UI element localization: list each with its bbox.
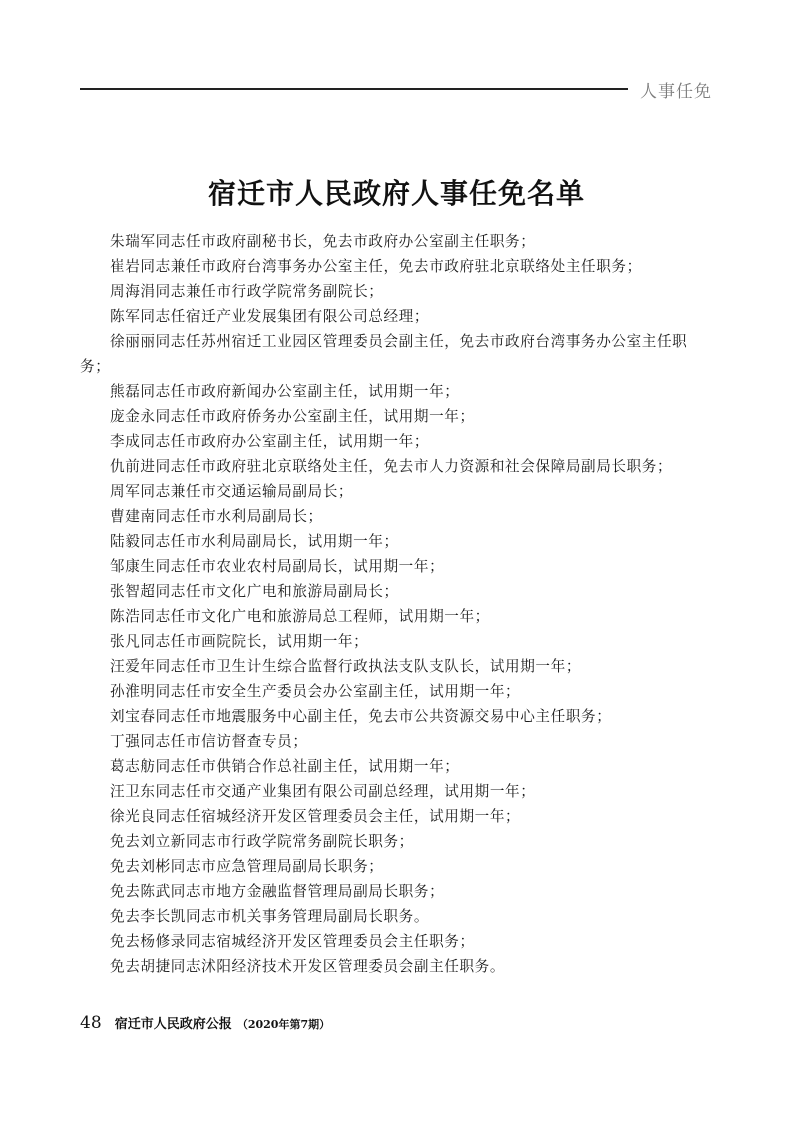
list-item: 免去刘立新同志市行政学院常务副院长职务； — [110, 833, 414, 850]
list-item: 孙淮明同志任市安全生产委员会办公室副主任，试用期一年； — [110, 683, 521, 700]
journal-name: 宿迁市人民政府公报 — [114, 1017, 232, 1032]
list-item: 周海涓同志兼任市行政学院常务副院长； — [110, 283, 384, 300]
list-item: 崔岩同志兼任市政府台湾事务办公室主任，免去市政府驻北京联络处主任职务； — [110, 258, 642, 275]
list-item: 丁强同志任市信访督查专员； — [110, 733, 308, 750]
list-item: 徐丽丽同志任苏州宿迁工业园区管理委员会副主任，免去市政府台湾事务办公室主任职务； — [80, 333, 688, 375]
list-item: 曹建南同志任市水利局副局长； — [110, 508, 323, 525]
list-item: 朱瑞军同志任市政府副秘书长，免去市政府办公室副主任职务； — [110, 233, 536, 250]
section-label: 人事任免 — [640, 82, 712, 102]
list-item: 李成同志任市政府办公室副主任，试用期一年； — [110, 433, 430, 450]
list-item: 免去陈武同志市地方金融监督管理局副局长职务； — [110, 883, 445, 900]
list-item: 仇前进同志任市政府驻北京联络处主任，免去市人力资源和社会保障局副局长职务； — [110, 458, 673, 475]
list-item: 庞金永同志任市政府侨务办公室副主任，试用期一年； — [110, 408, 475, 425]
list-item: 免去李长凯同志市机关事务管理局副局长职务。 — [110, 908, 430, 925]
list-item: 刘宝春同志任市地震服务中心副主任，免去市公共资源交易中心主任职务； — [110, 708, 612, 725]
list-item: 熊磊同志任市政府新闻办公室副主任，试用期一年； — [110, 383, 460, 400]
list-item: 葛志舫同志任市供销合作总社副主任，试用期一年； — [110, 758, 460, 775]
list-item: 陈浩同志任市文化广电和旅游局总工程师，试用期一年； — [110, 608, 490, 625]
list-item: 张凡同志任市画院院长，试用期一年； — [110, 633, 369, 650]
page-number: 48 — [80, 1013, 102, 1033]
list-item: 免去杨修录同志宿城经济开发区管理委员会主任职务； — [110, 933, 475, 950]
list-item: 陆毅同志任市水利局副局长，试用期一年； — [110, 533, 399, 550]
list-item: 邹康生同志任市农业农村局副局长，试用期一年； — [110, 558, 445, 575]
list-item: 周军同志兼任市交通运输局副局长； — [110, 483, 354, 500]
list-item: 免去刘彬同志市应急管理局副局长职务； — [110, 858, 384, 875]
list-item: 陈军同志任宿迁产业发展集团有限公司总经理； — [110, 308, 430, 325]
appointment-list — [80, 229, 710, 979]
list-item: 免去胡捷同志沭阳经济技术开发区管理委员会副主任职务。 — [110, 958, 506, 975]
header-rule — [80, 88, 628, 90]
page-footer — [80, 1013, 330, 1033]
list-item: 张智超同志任市文化广电和旅游局副局长； — [110, 583, 399, 600]
list-item: 汪卫东同志任市交通产业集团有限公司副总经理，试用期一年； — [110, 783, 536, 800]
list-item: 徐光良同志任宿城经济开发区管理委员会主任，试用期一年； — [110, 808, 521, 825]
list-item: 汪爱年同志任市卫生计生综合监督行政执法支队支队长，试用期一年； — [110, 658, 582, 675]
page-title: 宿迁市人民政府人事任免名单 — [207, 176, 585, 210]
journal-issue: （2020年第7期） — [236, 1018, 331, 1031]
